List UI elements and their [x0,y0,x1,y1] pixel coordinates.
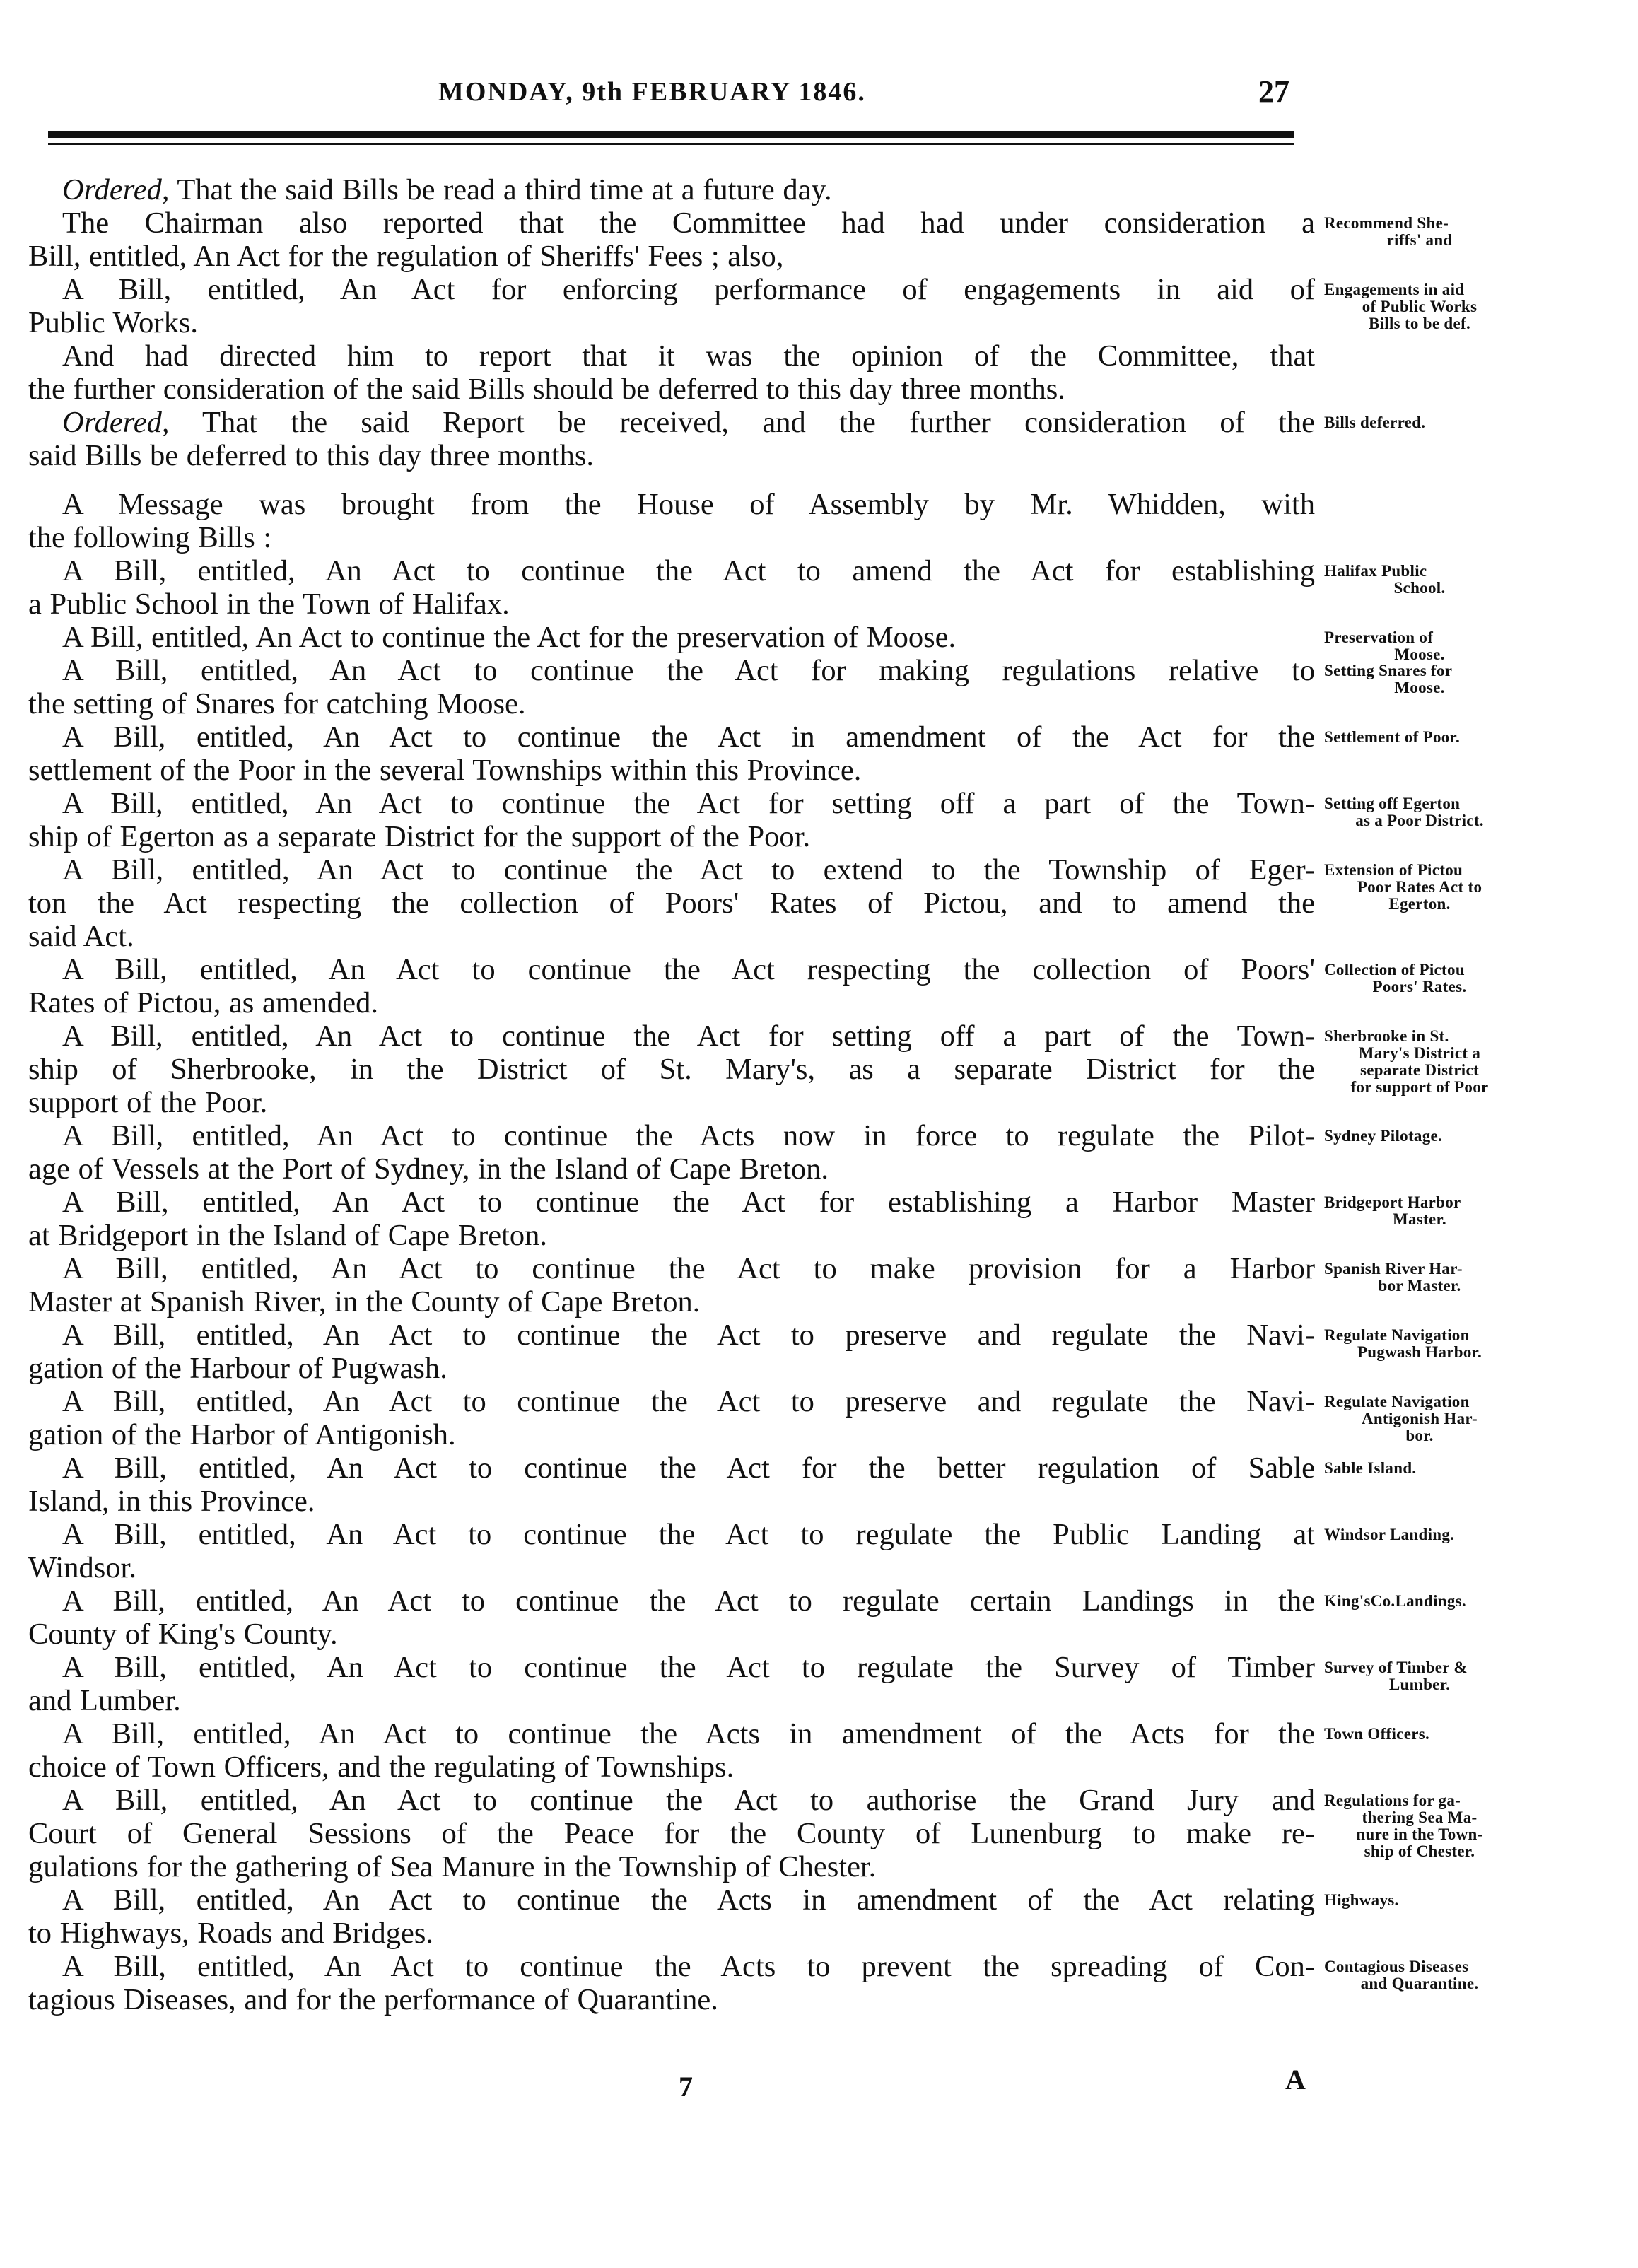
margin-note-line: bor Master. [1378,1277,1461,1294]
text-line [28,1684,1315,1717]
text-line [28,1319,1315,1352]
text-line [28,1451,1315,1485]
line-text: gation of the Harbor of Antigonish. [28,1418,456,1451]
margin-note-line: thering Sea Ma- [1362,1808,1478,1826]
margin-note [1324,629,1536,663]
text-line [28,1817,1315,1850]
text-line [28,1418,1315,1451]
margin-note-line: riffs' and [1386,231,1453,249]
line-text: the further consideration of the said Bills should be deferred to this day three months. [28,373,1065,406]
line-text: A Bill, entitled, An Act to continue the Acts to prevent the spreading of Con- [62,1950,1315,1983]
margin-note [1324,1261,1536,1294]
margin-note-line: Bills deferred. [1324,414,1426,431]
margin-note [1324,563,1536,597]
margin-note-line: for support of Poor [1350,1078,1489,1096]
margin-note [1324,729,1536,746]
margin-note-line: as a Poor District. [1355,812,1484,829]
text-line [28,1750,1315,1784]
ordered-lead: Ordered, [62,173,170,206]
line-text: County of King's County. [28,1618,338,1651]
margin-note-line: Recommend She- [1324,214,1449,232]
line-text: A Bill, entitled, An Act to continue the Acts in amendment of the Act relating [62,1883,1315,1917]
text-line [28,754,1315,787]
margin-note-line: Lumber. [1388,1676,1451,1693]
margin-note-line: Town Officers. [1324,1725,1430,1743]
text-line [28,1019,1315,1053]
margin-note-line: Highways. [1324,1891,1399,1909]
signature-mark: 7 [679,2071,693,2103]
margin-note-line: Antigonish Har- [1361,1410,1478,1427]
line-text: A Bill, entitled, An Act to continue the Act for the better regulation of Sable [62,1451,1315,1485]
margin-note-line: Settlement of Poor. [1324,728,1460,746]
text-line [28,273,1315,306]
margin-note-line: Poors' Rates. [1372,978,1467,995]
text-line [28,554,1315,588]
margin-note-line: Master. [1393,1210,1446,1228]
line-text: A Bill, entitled, An Act to continue the Act to make provision for a Harbor [62,1252,1315,1285]
text-line [28,1917,1315,1950]
text-line [28,853,1315,887]
margin-note-line: of Public Works [1362,298,1478,315]
text-line [28,173,1315,206]
line-text: Windsor. [28,1551,136,1584]
margin-note-line: bor. [1405,1427,1434,1444]
margin-note-line: Sherbrooke in St. [1324,1027,1449,1045]
margin-note [1324,1792,1536,1860]
margin-note [1324,795,1536,829]
line-text: support of the Poor. [28,1086,268,1119]
line-text: A Bill, entitled, An Act to continue the Act to extend to the Township of Eger- [62,853,1315,887]
margin-note [1324,1593,1536,1610]
line-text: A Bill, entitled, An Act to continue the Act for setting off a part of the Town- [62,787,1315,820]
margin-note-line: Collection of Pictou [1324,961,1465,978]
text-line [28,1850,1315,1883]
header-rule-thin [48,143,1294,145]
header-rule-thick [48,131,1294,138]
margin-note [1324,1659,1536,1693]
line-text: A Bill, entitled, An Act to continue the Act to preserve and regulate the Navi- [62,1385,1315,1418]
text-line [28,206,1315,240]
line-text: A Bill, entitled, An Act to continue the Act to regulate the Public Landing at [62,1518,1315,1551]
margin-note-line: separate District [1360,1061,1479,1079]
margin-note [1324,961,1536,995]
text-line [28,1053,1315,1086]
margin-note [1324,1028,1536,1096]
ordered-lead: Ordered, [62,406,170,439]
text-line [28,887,1315,920]
catchword: A [1285,2064,1306,2095]
margin-note-line: Regulations for ga- [1324,1791,1461,1809]
margin-note-line: Survey of Timber & [1324,1659,1468,1676]
margin-note [1324,1460,1536,1477]
line-text: Court of General Sessions of the Peace for the County of Lunenburg to make re- [28,1817,1315,1850]
line-text: The Chairman also reported that the Committee had had under consideration a [62,206,1315,240]
margin-note [1324,1327,1536,1361]
line-text: And had directed him to report that it was the opinion of the Committee, that [62,339,1315,373]
text-line [28,953,1315,986]
line-text: at Bridgeport in the Island of Cape Breton. [28,1219,548,1252]
line-text: That the said Bills be read a third time at a future day. [169,173,832,206]
line-text: and Lumber. [28,1684,181,1717]
margin-note-line: and Quarantine. [1360,1975,1479,1992]
text-line [28,339,1315,373]
margin-note-line: Bills to be def. [1368,315,1471,332]
line-text: said Act. [28,920,134,953]
line-text: A Bill, entitled, An Act to continue the Act to authorise the Grand Jury and [62,1784,1315,1817]
text-line [28,1618,1315,1651]
margin-note-line: Preservation of [1324,629,1434,646]
margin-note-line: Regulate Navigation [1324,1326,1470,1344]
text-line [28,240,1315,273]
line-text: A Bill, entitled, An Act to continue the Acts in amendment of the Acts for the [62,1717,1315,1750]
text-line [28,1983,1315,2016]
text-line [28,1518,1315,1551]
text-line [28,986,1315,1019]
line-text: A Bill, entitled, An Act to continue the Act to regulate certain Landings in the [62,1584,1315,1618]
margin-note [1324,1194,1536,1228]
text-line [28,1883,1315,1917]
text-line [28,1950,1315,1983]
margin-note-line: Halifax Public [1324,562,1427,580]
margin-note-line: King'sCo.Landings. [1324,1592,1466,1610]
margin-note-line: Spanish River Har- [1324,1260,1463,1278]
line-text: Island, in this Province. [28,1485,315,1518]
text-line [28,373,1315,406]
line-text: the following Bills : [28,521,272,554]
margin-note [1324,1393,1536,1444]
line-text: Rates of Pictou, as amended. [28,986,378,1019]
margin-note-line: Setting off Egerton [1324,795,1461,812]
margin-note-line: nure in the Town- [1356,1825,1483,1843]
text-line [28,1584,1315,1618]
line-text: ship of Sherbrooke, in the District of St. Mary's, as a separate District for the [28,1053,1315,1086]
text-line [28,1285,1315,1319]
text-line [28,1784,1315,1817]
margin-note-line: Sydney Pilotage. [1324,1127,1443,1145]
margin-note-line: Windsor Landing. [1324,1526,1455,1543]
page-number: 27 [1258,74,1289,109]
text-line [28,1186,1315,1219]
line-text: age of Vessels at the Port of Sydney, in the Island of Cape Breton. [28,1152,829,1186]
margin-note-line: Mary's District a [1358,1044,1481,1062]
margin-note [1324,281,1536,332]
line-text: said Bills be deferred to this day three months. [28,439,594,472]
text-line [28,654,1315,687]
journal-body [28,173,1315,2016]
margin-note-line: Egerton. [1388,895,1451,913]
text-line [28,521,1315,554]
running-head: MONDAY, 9th FEBRUARY 1846. [438,77,866,107]
line-text: gulations for the gathering of Sea Manure in the Township of Chester. [28,1850,877,1883]
margin-note-line: School. [1393,579,1446,597]
page-header [28,76,1301,126]
text-line [28,1717,1315,1750]
text-line [28,720,1315,754]
line-text: A Bill, entitled, An Act to continue the Act to preserve and regulate the Navi- [62,1319,1315,1352]
margin-note [1324,862,1536,913]
text-line [28,1385,1315,1418]
margin-note [1324,1958,1536,1992]
margin-note-line: Setting Snares for [1324,662,1453,679]
margin-note [1324,1892,1536,1909]
line-text: ton the Act respecting the collection of Poors' Rates of Pictou, and to amend the [28,887,1315,920]
line-text: the setting of Snares for catching Moose. [28,687,526,720]
text-line [28,488,1315,521]
line-text: choice of Town Officers, and the regulating of Townships. [28,1750,735,1784]
margin-note [1324,215,1536,249]
line-text: A Message was brought from the House of Assembly by Mr. Whidden, with [62,488,1315,521]
text-line [28,1152,1315,1186]
text-line [28,306,1315,339]
line-text: A Bill, entitled, An Act to continue the Act for the preservation of Moose. [62,621,957,654]
line-text: A Bill, entitled, An Act to continue the Act in amendment of the Act for the [62,720,1315,754]
line-text: a Public School in the Town of Halifax. [28,588,510,621]
margin-note-line: Extension of Pictou [1324,861,1463,879]
line-text: to Highways, Roads and Bridges. [28,1917,433,1950]
line-text: A Bill, entitled, An Act to continue the Act for establishing a Harbor Master [62,1186,1315,1219]
text-line [28,588,1315,621]
line-text: A Bill, entitled, An Act to continue the Act for making regulations relative to [62,654,1315,687]
margin-note-line: Sable Island. [1324,1459,1417,1477]
text-line [28,1219,1315,1252]
line-text: settlement of the Poor in the several Townships within this Province. [28,754,862,787]
margin-note [1324,414,1536,431]
text-line [28,1119,1315,1152]
text-line [28,920,1315,953]
line-text: Public Works. [28,306,199,339]
margin-note [1324,1526,1536,1543]
text-line [28,687,1315,720]
margin-note-line: Poor Rates Act to [1357,878,1482,896]
line-text: A Bill, entitled, An Act to continue the Act to regulate the Survey of Timber [62,1651,1315,1684]
margin-note-line: Engagements in aid [1324,281,1465,298]
margin-note-line: ship of Chester. [1364,1842,1475,1860]
line-text: gation of the Harbour of Pugwash. [28,1352,447,1385]
text-line [28,439,1315,472]
line-text: Master at Spanish River, in the County of Cape Breton. [28,1285,701,1319]
text-line [28,1485,1315,1518]
margin-note [1324,1726,1536,1743]
text-line [28,1352,1315,1385]
margin-note-line: Moose. [1394,645,1445,663]
text-line [28,406,1315,439]
line-text: A Bill, entitled, An Act to continue the Act for setting off a part of the Town- [62,1019,1315,1053]
line-text: A Bill, entitled, An Act to continue the Act respecting the collection of Poors' [62,953,1315,986]
line-text: ship of Egerton as a separate District for the support of the Poor. [28,820,811,853]
line-text: That the said Report be received, and the further consideration of the [169,406,1315,439]
line-text: A Bill, entitled, An Act to continue the Acts now in force to regulate the Pilot- [62,1119,1315,1152]
margin-note-line: Bridgeport Harbor [1324,1193,1461,1211]
line-text: A Bill, entitled, An Act for enforcing performance of engagements in aid of [62,273,1315,306]
margin-note-line: Regulate Navigation [1324,1393,1470,1410]
margin-note [1324,662,1536,696]
line-text: A Bill, entitled, An Act to continue the Act to amend the Act for establishing [62,554,1315,588]
text-line [28,1551,1315,1584]
margin-note-line: Pugwash Harbor. [1357,1343,1482,1361]
line-text: tagious Diseases, and for the performance of Quarantine. [28,1983,718,2016]
text-line [28,787,1315,820]
margin-note-line: Moose. [1394,679,1445,696]
text-line [28,820,1315,853]
line-text: Bill, entitled, An Act for the regulation of Sheriffs' Fees ; also, [28,240,784,273]
margin-note-line: Contagious Diseases [1324,1958,1469,1975]
text-line [28,1086,1315,1119]
text-line [28,1252,1315,1285]
text-line [28,621,1315,654]
margin-note [1324,1128,1536,1145]
text-line [28,1651,1315,1684]
